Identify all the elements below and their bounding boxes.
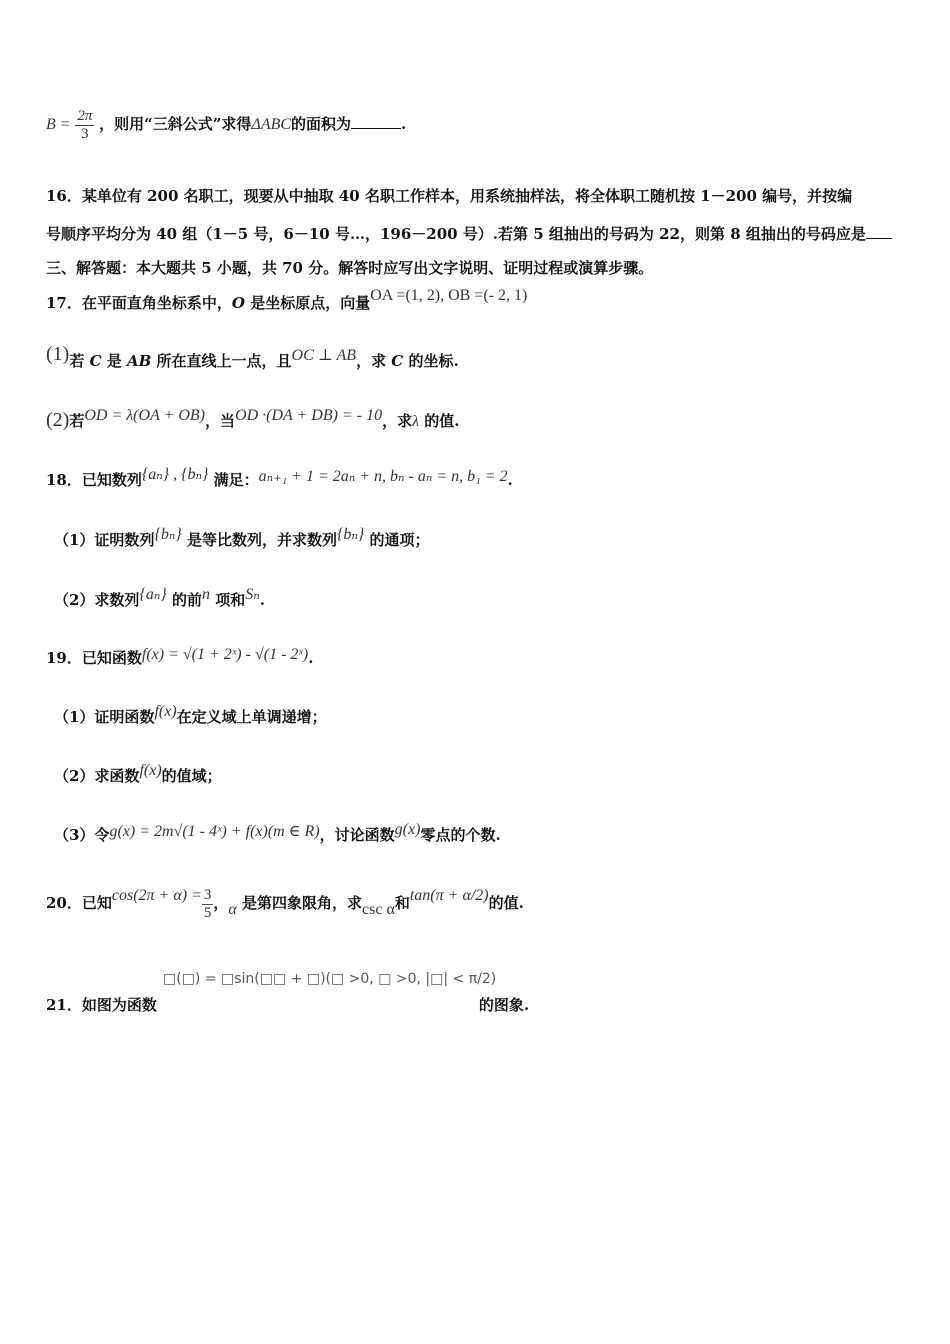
q18-part1: （1）证明数列{bₙ} 是等比数列，并求数列{bₙ} 的通项； (54, 526, 430, 549)
csc-formula: csc α (362, 901, 395, 918)
q15-text1: ，则用“三斜公式”求得 (99, 115, 252, 133)
q21-stem: 21．如图为函数 的图象. (46, 996, 530, 1014)
recurrence-formula: aₙ₊₁ + 1 = 2aₙ + n, bₙ - aₙ = n, b₁ = 2 (258, 468, 508, 485)
q19-part1: （1）证明函数f(x)在定义域上单调递增； (54, 703, 327, 726)
q17-part2: (2)若OD = λ(OA + OB)，当OD ·(DA + DB) = - 10，求λ 的值. (46, 407, 460, 431)
triangle-abc: ΔABC (251, 116, 292, 133)
tan-formula: tan(π + α/2) (409, 887, 489, 904)
q19-stem: 19．已知函数f(x) = √(1 + 2ˣ) - √(1 - 2ˣ). (46, 646, 314, 667)
q19-part2: （2）求函数f(x)的值域； (54, 762, 222, 785)
vector-formula: OA =(1, 2), OB =(- 2, 1) (370, 287, 528, 304)
q17-stem: 17．在平面直角坐标系中，O 是坐标原点，向量OA =(1, 2), OB =(- 2, 1) (46, 287, 528, 312)
od-formula: OD = λ(OA + OB) (84, 407, 205, 424)
q20-stem: 20．已知cos(2π + α) = $\frac{3}{5}$ ，α 是第四象限角，求csc α和tan(π + α/2)的值. (46, 886, 524, 921)
function-formula-image: □(□) = □sin(□□ + □)(□ >0, □ >0, |□| < π/2) (163, 971, 497, 987)
q17-part1: (1)若 C 是 AB 所在直线上一点，且OC ⊥ AB，求 C 的坐标. (46, 343, 459, 370)
q18-part2: （2）求数列{aₙ} 的前n 项和Sₙ. (54, 586, 265, 609)
cos-formula: cos(2π + α) = (111, 887, 202, 904)
answer-blank (866, 224, 892, 239)
perpendicular-formula: OC ⊥ AB (291, 347, 357, 364)
fraction-2pi-3: $\frac{2\pi}{3}$ (77, 107, 93, 142)
function-f-formula: f(x) = √(1 + 2ˣ) - √(1 - 2ˣ) (141, 646, 309, 663)
fraction-3-5: $\frac{3}{5}$ (203, 886, 212, 921)
q21-formula-image (163, 968, 496, 989)
section-heading: 三、解答题：本大题共 5 小题，共 70 分。解答时应写出文字说明、证明过程或演算步骤。 (46, 259, 654, 277)
q15-text2: 的面积为 (291, 115, 352, 133)
q19-part3: （3）令g(x) = 2m√(1 - 4ˣ) + f(x)(m ∈ R)，讨论函数g(x)零点的个数. (54, 821, 501, 844)
od-dot-formula: OD ·(DA + DB) = - 10 (235, 407, 383, 424)
function-g-formula: g(x) = 2m√(1 - 4ˣ) + f(x)(m ∈ R) (109, 823, 320, 840)
q16-line2: 号顺序平均分为 40 组（1－5 号，6－10 号…，196－200 号）.若第 5 组抽出的号码为 22，则第 8 组抽出的号码应是 (46, 224, 892, 244)
formula-b-equals: B = (46, 116, 71, 133)
q18-stem: 18．已知数列{aₙ} , {bₙ} 满足：aₙ₊₁ + 1 = 2aₙ + n, bₙ - aₙ = n, b₁ = 2. (46, 466, 513, 489)
sequences-ab: {aₙ} , {bₙ} (141, 466, 209, 483)
q16-line1: 16．某单位有 200 名职工，现要从中抽取 40 名职工作样本，用系统抽样法，将全体职工随机按 1－200 编号，并按编 (46, 187, 853, 205)
answer-blank (351, 114, 401, 129)
q15-tail: B = $\frac{2\pi}{3}$ ，则用“三斜公式”求得ΔABC的面积为 . (46, 107, 407, 142)
